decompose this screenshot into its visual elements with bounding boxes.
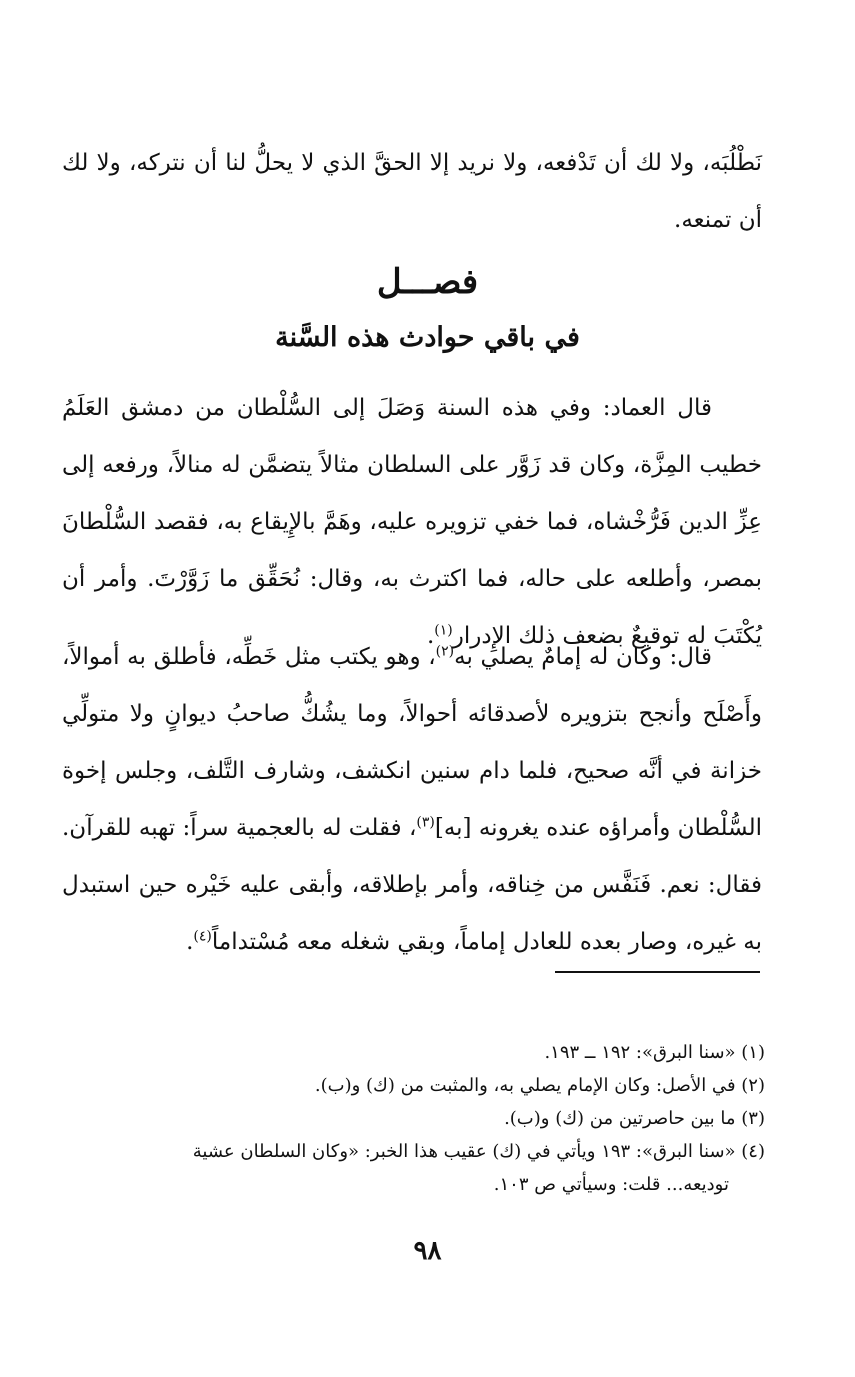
footnote-4-continuation: توديعه... قلت: وسيأتي ص ١٠٣.: [493, 1174, 729, 1195]
body-paragraph-1: [62, 380, 762, 665]
footnote-1: (١) «سنا البرق»: ١٩٢ ــ ١٩٣.: [544, 1042, 765, 1063]
footnote-marker-2[interactable]: (٢): [435, 643, 455, 660]
footnote-4: (٤) «سنا البرق»: ١٩٣ ويأتي في (ك) عقيب هذا الخبر: «وكان السلطان عشية: [192, 1141, 765, 1162]
page-number: ٩٨: [413, 1236, 442, 1266]
paragraph-2-part2: ، وهو يكتب مثل خَطِّه، فأطلق به أموالاً، وأَصْلَح وأنجح بتزويره لأصدقائه أحوالاً، وما يشُكُّ صاحبُ ديوانٍ ولا متولِّي خزانة في أنَّه صحيح، فلما دام سنين انكشف، وشارف التَّلف، وجلس إخوة السُّلْطان وأمراؤه عنده يغرونه [به]: [62, 644, 762, 841]
section-subheading: في باقي حوادث هذه السَّنة: [275, 322, 580, 353]
body-paragraph-2: [62, 629, 762, 971]
footnote-marker-4[interactable]: (٤): [193, 928, 212, 945]
section-heading: فصـــل: [376, 262, 479, 302]
footnote-marker-1[interactable]: (١): [434, 622, 453, 639]
footnotes: [65, 1036, 765, 1201]
footnote-2: (٢) في الأصل: وكان الإمام يصلي به، والمثبت من (ك) و(ب).: [314, 1075, 765, 1096]
footnote-marker-3[interactable]: (٣): [416, 814, 435, 831]
footnote-separator: [555, 971, 760, 973]
paragraph-2-part1: قال: وكان له إمامٌ يصلي به: [454, 644, 712, 670]
paragraph-2-part3: ، فقلت له بالعجمية سراً: تهبه للقرآن. فقال: نعم. فَنَفَّس من خِناقه، وأمر بإطلاقه، وأبقى عليه خَيْره حين استبدل به غيره، وصار بعده للعادل إماماً، وبقي شغله معه مُسْتداماً: [62, 815, 762, 955]
footnote-3: (٣) ما بين حاصرتين من (ك) و(ب).: [504, 1108, 765, 1129]
intro-text: نَطْلُبَه، ولا لك أن تَدْفعه، ولا نريد إلا الحقَّ الذي لا يحلُّ لنا أن نتركه، ولا لك أن تمنعه.: [62, 150, 762, 233]
paragraph-2-end: .: [186, 929, 194, 955]
paragraph-1-text: قال العماد: وفي هذه السنة وَصَلَ إلى السُّلْطان من دمشق العَلَمُ خطيب المِزَّة، وكان قد زَوَّر على السلطان مثالاً يتضمَّن له منالاً، ورفعه إلى عِزِّ الدين فَرُّخْشاه، فما خفي تزويره عليه، وهَمَّ بالإِيقاع به، فقصد السُّلْطانَ بمصر، وأطلعه على حاله، فما اكترث به، وقال: نُحَقِّق ما زَوَّرْتَ. وأمر أن يُكْتَبَ له توقيعٌ بضعف ذلك الإِدرار: [62, 395, 762, 649]
paragraph-1-end: .: [426, 623, 435, 649]
intro-paragraph: [62, 135, 762, 249]
